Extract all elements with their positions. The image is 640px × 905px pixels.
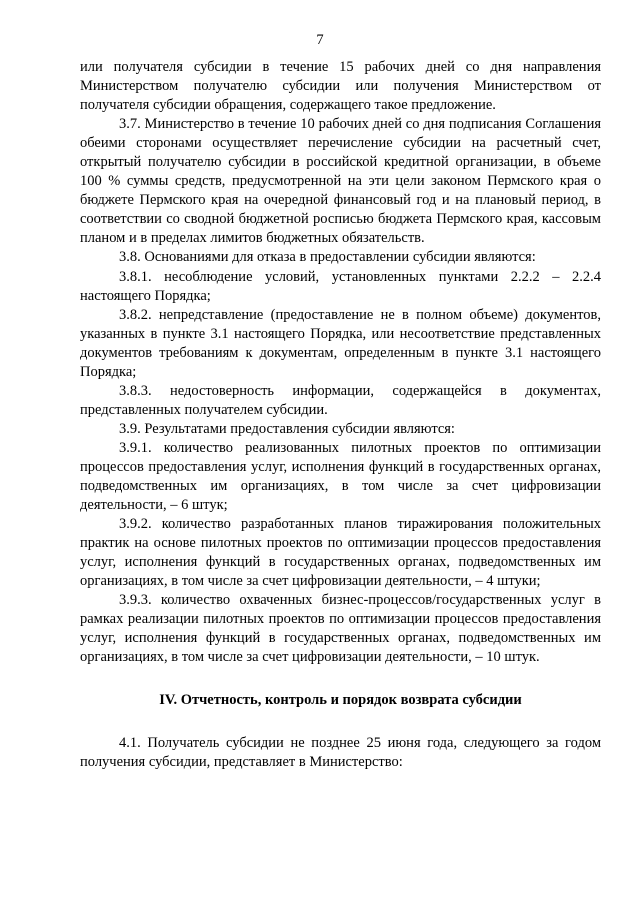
paragraph-3-8-3: 3.8.3. недостоверность информации, содержащейся в документах, представленных получателем субсидии. <box>80 382 601 418</box>
paragraph-3-9-3: 3.9.3. количество охваченных бизнес-процессов/государственных услуг в рамках реализации пилотных проектов по оптимизации процессов предоставления услуг, исполнения функций в государственных органах, подведомственных им организациях, в том числе за счет цифровизации деятельности, – 10 штук. <box>80 592 601 666</box>
paragraph-continuation: или получателя субсидии в течение 15 рабочих дней со дня направления Министерством получателю субсидии или получения Министерством от получателя субсидии обращения, содержащего такое предложение. <box>80 59 601 114</box>
paragraph-4-1: 4.1. Получатель субсидии не позднее 25 июня года, следующего за годом получения субсидии, представляет в Министерство: <box>80 734 601 770</box>
paragraph-3-9-2: 3.9.2. количество разработанных планов тиражирования положительных практик на основе пилотных проектов по оптимизации процессов предоставления услуг, исполнения функций в государственных органах, подведомственных им организациях, в том числе за счет цифровизации деятельности, – 4 штуки; <box>80 516 601 590</box>
document-body <box>80 58 601 772</box>
section-heading: IV. Отчетность, контроль и порядок возврата субсидии <box>159 691 522 708</box>
paragraph-3-8-1: 3.8.1. несоблюдение условий, установленных пунктами 2.2.2 – 2.2.4 настоящего Порядка; <box>80 268 601 304</box>
paragraph-3-9-1: 3.9.1. количество реализованных пилотных проектов по оптимизации процессов предоставления услуг, исполнения функций в государственных органах, подведомственных им организациях, в том числе за счет цифровизации деятельности, – 6 штук; <box>80 439 601 514</box>
paragraph-3-8-2: 3.8.2. непредставление (предоставление не в полном объеме) документов, указанных в пункте 3.1 настоящего Порядка, или несоответствие представленных документов требованиям к документам, определенным в пункте 3.1 настоящего Порядка; <box>80 306 601 380</box>
paragraph-3-9: 3.9. Результатами предоставления субсидии являются: <box>119 420 455 437</box>
page-number: 7 <box>316 32 324 48</box>
paragraph-3-7: 3.7. Министерство в течение 10 рабочих дней со дня подписания Соглашения обеими сторонами осуществляет перечисление субсидии на расчетный счет, открытый получателю субсидии в российской кредитной организации, в объеме 100 % суммы средств, предусмотренной на эти цели законом Пермского края о бюджете Пермского края на очередной финансовый год и на плановый период, в соответствии со сводной бюджетной росписью бюджета Пермского края, кассовым планом и в пределах лимитов бюджетных обязательств. <box>80 116 601 247</box>
paragraph-3-8: 3.8. Основаниями для отказа в предоставлении субсидии являются: <box>119 249 536 266</box>
